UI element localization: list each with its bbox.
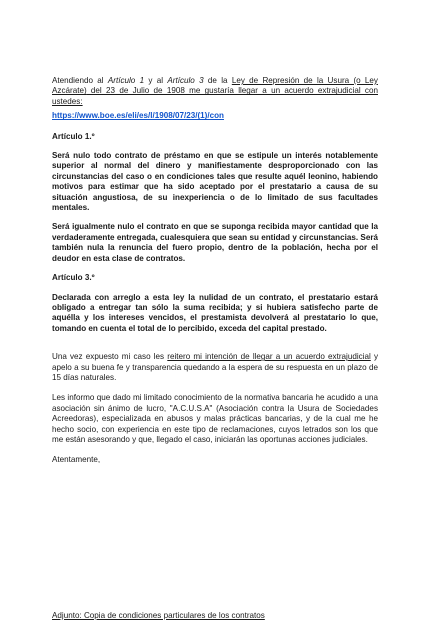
closing-text: y apelo a su buena fe y transparencia quedando a la espera de su respuesta en un plazo de 15 días naturales. <box>52 352 378 382</box>
intro-text: y al <box>144 76 168 85</box>
intro-text: Atendiendo al <box>52 76 108 85</box>
intention-statement: reitero mi intención de llegar a un acuerdo extrajudicial <box>167 352 371 362</box>
article-1-reference: Artículo 1 <box>107 76 145 85</box>
attachment-note: Adjunto: Copia de condiciones particulares de los contratos <box>52 610 265 620</box>
closing-paragraph-1 <box>52 352 378 383</box>
article-3-reference: Artículo 3 <box>167 76 204 85</box>
closing-text: Una vez expuesto mi caso les <box>52 352 168 362</box>
law-link[interactable]: https://www.boe.es/eli/es/l/1908/07/23/(1)/con <box>52 111 224 121</box>
intro-text: del 23 de Julio de 1908 me gustaría llegar a un acuerdo extrajudicial con ustedes: <box>52 86 378 106</box>
intro-paragraph <box>52 76 378 107</box>
closing-paragraph-2: Les informo que dado mi limitado conocimiento de la normativa bancaria he acudido a una asociación sin ánimo de lucro, "A.C.U.S.A" (Asociación contra la Usura de Sociedades Acreedoras), especializada en abusos y malas prácticas bancarias, y de la cual me he hecho socio, con experiencia en este tipo de reclamaciones, cuyos letrados son los que me están asesorando y que, llegado el caso, iniciarán las oportunas acciones judiciales. <box>52 393 378 444</box>
sign-off: Atentamente, <box>52 455 101 465</box>
intro-text: de la <box>203 76 232 85</box>
law-name: Ley de Represión de la Usura (o Ley Azcárate) <box>52 76 378 96</box>
article-3-paragraph: Declarada con arreglo a esta ley la nulidad de un contrato, el prestatario estará obligado a entregar tan sólo la suma recibida; y si hubiera satisfecho parte de aquélla y los intereses vencidos, el prestamista devolverá al prestatario lo que, tomando en cuenta el total de lo percibido, exceda del capital prestado. <box>52 292 378 333</box>
law-link-line <box>52 111 378 121</box>
article-1-paragraph-2: Será igualmente nulo el contrato en que se suponga recibida mayor cantidad que la verdaderamente entregada, cualesquiera que sean su entidad y circunstancias. Será también nula la renuncia del fuero propio, dentro de la población, hecha por el deudor en esta clase de contratos. <box>52 222 378 263</box>
article-1-paragraph-1: Será nulo todo contrato de préstamo en que se estipule un interés notablemente superior al normal del dinero y manifiestamente desproporcionado con las circunstancias del caso o en condiciones tales que resulte aquél leonino, habiendo motivos para estimar que ha sido aceptado por el prestatario a causa de su situación angustiosa, de su inexperiencia o de lo limitado de sus facultades mentales. <box>52 151 378 213</box>
letter-body <box>52 76 378 621</box>
article-3-heading: Artículo 3.º <box>52 273 95 283</box>
article-1-heading: Artículo 1.º <box>52 131 95 141</box>
